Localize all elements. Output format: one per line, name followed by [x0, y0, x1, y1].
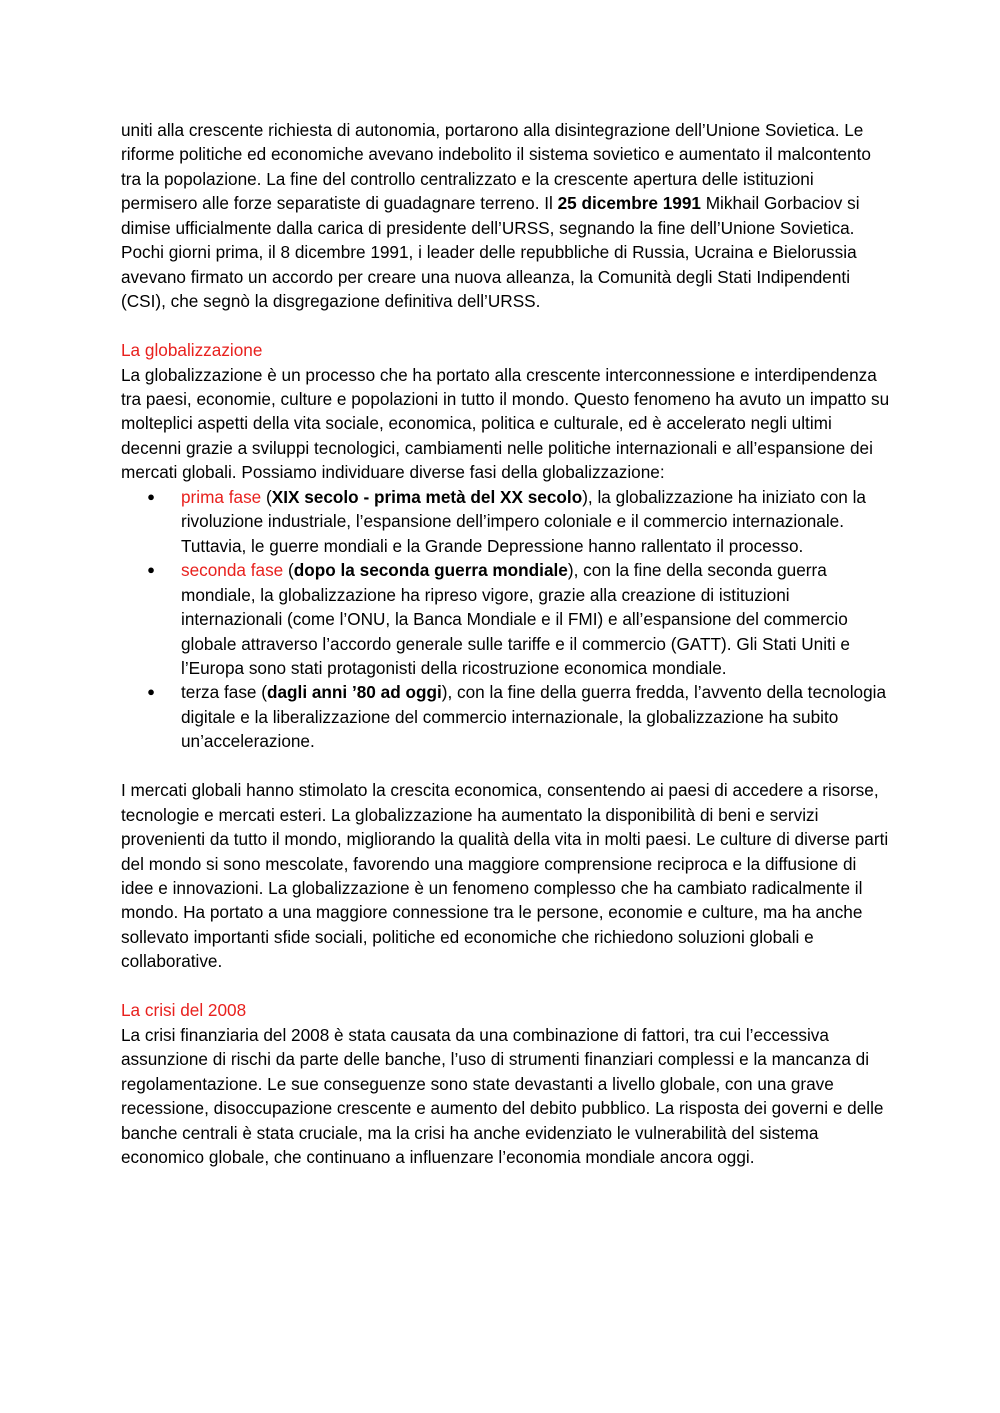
ussr-text-part-2: Mikhail Gorbaciov si dimise ufficialmente dalla carica di presidente dell’URSS, segnando la fine dell’Unione Sovietica. Pochi giorni prima, il 8 dicembre 1991, i leader delle repubbliche di Russia, Ucraina e Bielorussia avevano firmato un accordo per creare una nuova alleanza, la Comunità degli Stati Indipendenti (CSI), che segnò la disgregazione definitiva dell’URSS. — [121, 193, 860, 312]
list-item-phase-2 — [121, 558, 891, 680]
phase-label: terza fase — [181, 682, 257, 703]
ussr-text-part-1: uniti alla crescente richiesta di autonomia, portarono alla disintegrazione dell’Unione Sovietica. Le riforme politiche ed economiche avevano indebolito il sistema sovietico e aumentato il malcontento tra la popolazione. La fine del controllo centralizzato e la crescente apertura delle istituzioni permisero alle forze separatiste di guadagnare terreno. Il — [121, 120, 871, 214]
phase-period: dopo la seconda guerra mondiale — [293, 560, 568, 581]
bullet-icon: ● — [147, 562, 155, 578]
globalization-conclusion-paragraph: I mercati globali hanno stimolato la crescita economica, consentendo ai paesi di accedere a risorse, tecnologie e mercati esteri. La globalizzazione ha aumentato la disponibilità di beni e servizi provenienti da tutto il mondo, migliorando la qualità della vita in molti paesi. Le culture di diverse parti del mondo si sono mescolate, favorendo una maggiore comprensione reciproca e la diffusione di idee e innovazioni. La globalizzazione è un fenomeno complesso che ha cambiato radicalmente il mondo. Ha portato a una maggiore connessione tra le persone, economie e culture, ma ha anche sollevato importanti sfide sociali, politiche ed economiche che richiedono soluzioni globali e collaborative. — [121, 780, 889, 972]
paragraph-spacer — [121, 754, 891, 778]
ussr-dissolution-paragraph — [121, 118, 891, 314]
globalization-phases-list — [121, 485, 891, 754]
crisis-heading: La crisi del 2008 — [121, 1000, 247, 1021]
paragraph-spacer — [121, 314, 891, 338]
list-item-phase-3 — [121, 680, 891, 753]
bullet-icon: ● — [147, 684, 155, 700]
phase-period: dagli anni ’80 ad oggi — [266, 682, 442, 703]
phase-text: ), la globalizzazione ha iniziato con la rivoluzione industriale, l’espansione dell’impero coloniale e il commercio internazionale. Tuttavia, le guerre mondiali e la Grande Depressione hanno rallentato il processo. — [181, 486, 866, 556]
document-page — [121, 118, 891, 1169]
globalization-intro-paragraph: La globalizzazione è un processo che ha portato alla crescente interconnessione e interdipendenza tra paesi, economie, culture e popolazioni in tutto il mondo. Questo fenomeno ha avuto un impatto su molteplici aspetti della vita sociale, economica, politica e culturale, ed è accelerato negli ultimi decenni grazie a sviluppi tecnologici, cambiamenti nelle politiche internazionali e all’espansione dei mercati globali. Possiamo individuare diverse fasi della globalizzazione: — [121, 364, 890, 483]
dissolution-date: 25 dicembre 1991 — [557, 193, 701, 214]
bullet-icon: ● — [147, 488, 155, 504]
phase-label: prima fase — [181, 486, 262, 507]
phase-period: XIX secolo - prima metà del XX secolo — [271, 486, 583, 507]
phase-text: ), con la fine della guerra fredda, l’avvento della tecnologia digitale e la liberalizzazione del commercio internazionale, la globalizzazione ha subito un’accelerazione. — [181, 682, 887, 752]
phase-open-paren: ( — [261, 486, 272, 507]
globalization-heading: La globalizzazione — [121, 340, 263, 361]
phase-open-paren: ( — [283, 560, 294, 581]
phase-label: seconda fase — [181, 560, 284, 581]
paragraph-spacer — [121, 974, 891, 998]
phase-open-paren: ( — [256, 682, 267, 703]
crisis-paragraph: La crisi finanziaria del 2008 è stata causata da una combinazione di fattori, tra cui l’eccessiva assunzione di rischi da parte delle banche, l’uso di strumenti finanziari complessi e la mancanza di regolamentazione. Le sue conseguenze sono state devastanti a livello globale, con una grave recessione, disoccupazione crescente e aumento del debito pubblico. La risposta dei governi e delle banche centrali è stata cruciale, ma la crisi ha anche evidenziato le vulnerabilità del sistema economico globale, che continuano a influenzare l’economia mondiale ancora oggi. — [121, 1024, 884, 1167]
phase-text: ), con la fine della seconda guerra mondiale, la globalizzazione ha ripreso vigore, grazie alla creazione di istituzioni internazionali (come l’ONU, la Banca Mondiale e il FMI) e all’espansione del commercio globale attraverso l’accordo generale sulle tariffe e il commercio (GATT). Gli Stati Uniti e l’Europa sono stati protagonisti della ricostruzione economica mondiale. — [181, 560, 850, 678]
list-item-phase-1 — [121, 485, 891, 558]
